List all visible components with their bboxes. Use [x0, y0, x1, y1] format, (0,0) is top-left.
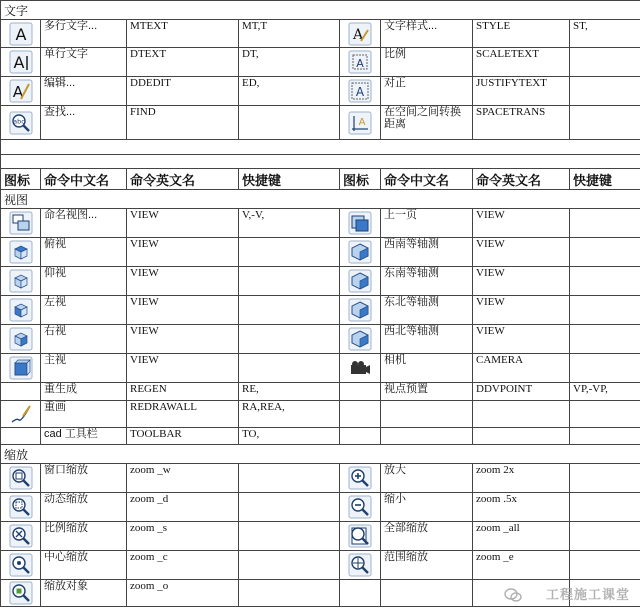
icon-cell [340, 296, 381, 325]
header-shortcut: 快捷键 [570, 169, 640, 190]
command-cn-name: 多行文字... [41, 20, 127, 48]
command-cn-name: 东北等轴测 [381, 296, 473, 325]
zoom-out-icon [348, 495, 372, 519]
command-shortcut [239, 296, 340, 325]
command-cn-name: 比例 [381, 48, 473, 77]
command-en-name: zoom _w [127, 464, 239, 493]
table-row [1, 48, 640, 77]
icon-cell [340, 428, 381, 445]
command-en-name: SCALETEXT [473, 48, 570, 77]
command-cn-name: 左视 [41, 296, 127, 325]
command-cn-name: 动态缩放 [41, 493, 127, 522]
command-shortcut [570, 522, 640, 551]
command-shortcut [239, 238, 340, 267]
header-shortcut: 快捷键 [239, 169, 340, 190]
section-header-view [1, 190, 640, 209]
command-cn-name: 重生成 [41, 383, 127, 401]
command-cn-name: 主视 [41, 354, 127, 383]
table-row [1, 238, 640, 267]
section-header-text [1, 1, 640, 20]
command-shortcut: ED, [239, 77, 340, 106]
icon-cell [340, 464, 381, 493]
table-row [1, 428, 640, 445]
command-cn-name: 中心缩放 [41, 551, 127, 580]
watermark-text: 工程施工课堂 [545, 587, 630, 602]
command-cn-name: 缩小 [381, 493, 473, 522]
command-cn-name: 俯视 [41, 238, 127, 267]
redraw-icon [9, 402, 33, 426]
command-en-name: VIEW [127, 296, 239, 325]
command-cn-name [381, 428, 473, 445]
command-en-name: CAMERA [473, 354, 570, 383]
front-view-icon [9, 356, 33, 380]
command-cn-name: cad 工具栏 [41, 428, 127, 445]
command-en-name: VIEW [473, 209, 570, 238]
icon-cell [340, 354, 381, 383]
icon-cell [1, 383, 41, 401]
command-en-name: JUSTIFYTEXT [473, 77, 570, 106]
command-shortcut: MT,T [239, 20, 340, 48]
command-cn-name: 东南等轴测 [381, 267, 473, 296]
command-shortcut [570, 354, 640, 383]
named-view-icon [9, 211, 33, 235]
command-cn-name: 放大 [381, 464, 473, 493]
command-en-name: VIEW [127, 325, 239, 354]
icon-cell [1, 464, 41, 493]
icon-cell [1, 20, 41, 48]
nw-iso-icon [348, 327, 372, 351]
command-shortcut: ST, [570, 20, 640, 48]
command-shortcut [239, 106, 340, 140]
header-cn: 命令中文名 [41, 169, 127, 190]
scale-text-icon [348, 50, 372, 74]
table-row [1, 383, 640, 401]
zoom-window-icon [9, 466, 33, 490]
command-shortcut [239, 354, 340, 383]
table-row [1, 20, 640, 48]
spacer-row [1, 140, 640, 155]
command-shortcut [239, 493, 340, 522]
command-en-name: zoom _c [127, 551, 239, 580]
command-cn-name: 相机 [381, 354, 473, 383]
edit-text-icon [9, 79, 33, 103]
icon-cell [340, 325, 381, 354]
view-section [1, 209, 640, 445]
command-shortcut [570, 464, 640, 493]
icon-cell [340, 522, 381, 551]
header-cn: 命令中文名 [381, 169, 473, 190]
command-en-name: zoom _o [127, 580, 239, 607]
icon-cell [340, 106, 381, 140]
icon-cell [340, 551, 381, 580]
icon-cell [340, 209, 381, 238]
command-cn-name: 重画 [41, 401, 127, 428]
section-header-zoom [1, 445, 640, 464]
command-en-name: STYLE [473, 20, 570, 48]
table-row [1, 267, 640, 296]
command-cn-name: 在空间之间转换距离 [381, 106, 473, 140]
right-view-icon [9, 327, 33, 351]
bottom-view-icon [9, 269, 33, 293]
command-en-name: REGEN [127, 383, 239, 401]
svg-text:A: A [12, 83, 23, 101]
command-en-name: VIEW [127, 354, 239, 383]
command-cn-name: 命名视图... [41, 209, 127, 238]
text-style-icon [348, 22, 372, 46]
command-en-name: VIEW [473, 238, 570, 267]
icon-cell [1, 77, 41, 106]
zoom-dynamic-icon [9, 495, 33, 519]
command-shortcut [570, 493, 640, 522]
icon-cell [1, 428, 41, 445]
command-en-name: SPACETRANS [473, 106, 570, 140]
icon-cell [1, 325, 41, 354]
single-line-text-icon [9, 50, 33, 74]
find-text-icon [9, 111, 33, 135]
command-shortcut [570, 325, 640, 354]
icon-cell [340, 77, 381, 106]
icon-cell [1, 401, 41, 428]
command-shortcut [239, 325, 340, 354]
zoom-scale-icon [9, 524, 33, 548]
header-en: 命令英文名 [473, 169, 570, 190]
zoom-in-icon [348, 466, 372, 490]
table-row [1, 325, 640, 354]
command-en-name: VIEW [127, 209, 239, 238]
command-shortcut: RE, [239, 383, 340, 401]
command-cn-name: 右视 [41, 325, 127, 354]
icon-cell [1, 106, 41, 140]
svg-text:A: A [358, 116, 366, 128]
command-cn-name: 西北等轴测 [381, 325, 473, 354]
command-shortcut [570, 401, 640, 428]
command-en-name: zoom _s [127, 522, 239, 551]
table-row [1, 464, 640, 493]
command-shortcut [239, 551, 340, 580]
header-en: 命令英文名 [127, 169, 239, 190]
column-header-row [1, 169, 640, 190]
icon-cell [1, 238, 41, 267]
command-shortcut [239, 464, 340, 493]
command-cn-name: 查找... [41, 106, 127, 140]
section-title: 文字 [1, 1, 640, 20]
icon-cell [1, 493, 41, 522]
icon-cell [340, 20, 381, 48]
table-row [1, 209, 640, 238]
icon-cell [1, 522, 41, 551]
command-cn-name [381, 401, 473, 428]
command-shortcut: VP,-VP, [570, 383, 640, 401]
command-cn-name: 缩放对象 [41, 580, 127, 607]
command-cn-name: 单行文字 [41, 48, 127, 77]
command-shortcut [570, 267, 640, 296]
command-en-name [473, 428, 570, 445]
command-cn-name: 对正 [381, 77, 473, 106]
svg-text:abc: abc [12, 117, 25, 125]
command-en-name: FIND [127, 106, 239, 140]
icon-cell [1, 296, 41, 325]
command-en-name: VIEW [473, 325, 570, 354]
icon-cell [340, 383, 381, 401]
svg-text:A: A [356, 57, 364, 70]
table-row [1, 296, 640, 325]
icon-cell [1, 580, 41, 607]
justify-text-icon [348, 79, 372, 103]
command-en-name: zoom _d [127, 493, 239, 522]
section-title: 缩放 [1, 445, 640, 464]
command-cn-name: 全部缩放 [381, 522, 473, 551]
command-en-name: MTEXT [127, 20, 239, 48]
table-row [1, 401, 640, 428]
svg-text:A: A [355, 85, 365, 99]
table-row [1, 354, 640, 383]
icon-cell [340, 267, 381, 296]
command-en-name: DDVPOINT [473, 383, 570, 401]
icon-cell [340, 580, 381, 607]
command-en-name: VIEW [473, 296, 570, 325]
letter-a-icon [9, 22, 33, 46]
table-row [1, 551, 640, 580]
svg-text:A: A [13, 53, 24, 72]
svg-text:A: A [15, 24, 26, 44]
command-en-name: REDRAWALL [127, 401, 239, 428]
command-cn-name: 视点预置 [381, 383, 473, 401]
command-en-name: zoom .5x [473, 493, 570, 522]
command-shortcut: V,-V, [239, 209, 340, 238]
command-shortcut [570, 106, 640, 140]
icon-cell [1, 209, 41, 238]
icon-cell [340, 238, 381, 267]
command-shortcut [570, 77, 640, 106]
icon-cell [340, 493, 381, 522]
camera-icon [348, 356, 372, 380]
svg-text:A: A [352, 26, 364, 43]
icon-cell [1, 354, 41, 383]
command-shortcut: RA,REA, [239, 401, 340, 428]
icon-cell [340, 48, 381, 77]
command-shortcut [570, 238, 640, 267]
spacer-row [1, 155, 640, 169]
command-en-name: VIEW [127, 267, 239, 296]
command-shortcut [570, 209, 640, 238]
zoom-all-icon [348, 524, 372, 548]
header-icon: 图标 [340, 169, 381, 190]
zoom-extents-icon [348, 553, 372, 577]
sw-iso-icon [348, 240, 372, 264]
space-trans-icon [348, 111, 372, 135]
command-en-name: zoom 2x [473, 464, 570, 493]
command-cn-name: 比例缩放 [41, 522, 127, 551]
se-iso-icon [348, 269, 372, 293]
command-en-name: TOOLBAR [127, 428, 239, 445]
icon-cell [1, 267, 41, 296]
zoom-center-icon [9, 553, 33, 577]
command-cn-name: 编辑... [41, 77, 127, 106]
table-row [1, 493, 640, 522]
table-row [1, 580, 640, 607]
command-cn-name: 窗口缩放 [41, 464, 127, 493]
command-shortcut [239, 267, 340, 296]
command-shortcut [570, 428, 640, 445]
command-cn-name: 上一页 [381, 209, 473, 238]
command-en-name: zoom _e [473, 551, 570, 580]
command-cn-name: 仰视 [41, 267, 127, 296]
top-view-icon [9, 240, 33, 264]
command-shortcut [570, 296, 640, 325]
command-en-name: DTEXT [127, 48, 239, 77]
watermark-logo-icon [504, 587, 522, 603]
text-section [1, 20, 640, 140]
command-cn-name: 西南等轴测 [381, 238, 473, 267]
header-icon: 图标 [1, 169, 41, 190]
command-en-name: VIEW [127, 238, 239, 267]
section-title: 视图 [1, 190, 640, 209]
command-shortcut: TO, [239, 428, 340, 445]
left-view-icon [9, 298, 33, 322]
command-en-name: DDEDIT [127, 77, 239, 106]
command-cn-name [381, 580, 473, 607]
table-row [1, 77, 640, 106]
icon-cell [1, 48, 41, 77]
table-row [1, 106, 640, 140]
command-en-name: VIEW [473, 267, 570, 296]
previous-view-icon [348, 211, 372, 235]
command-shortcut [570, 551, 640, 580]
command-en-name: zoom _all [473, 522, 570, 551]
zoom-section [1, 464, 640, 607]
command-cn-name: 范围缩放 [381, 551, 473, 580]
command-shortcut: DT, [239, 48, 340, 77]
icon-cell [340, 401, 381, 428]
command-en-name [473, 401, 570, 428]
command-shortcut [239, 522, 340, 551]
command-shortcut [239, 580, 340, 607]
icon-cell [1, 551, 41, 580]
table-row [1, 522, 640, 551]
command-shortcut [570, 48, 640, 77]
zoom-object-icon [9, 581, 33, 605]
ne-iso-icon [348, 298, 372, 322]
command-cn-name: 文字样式... [381, 20, 473, 48]
